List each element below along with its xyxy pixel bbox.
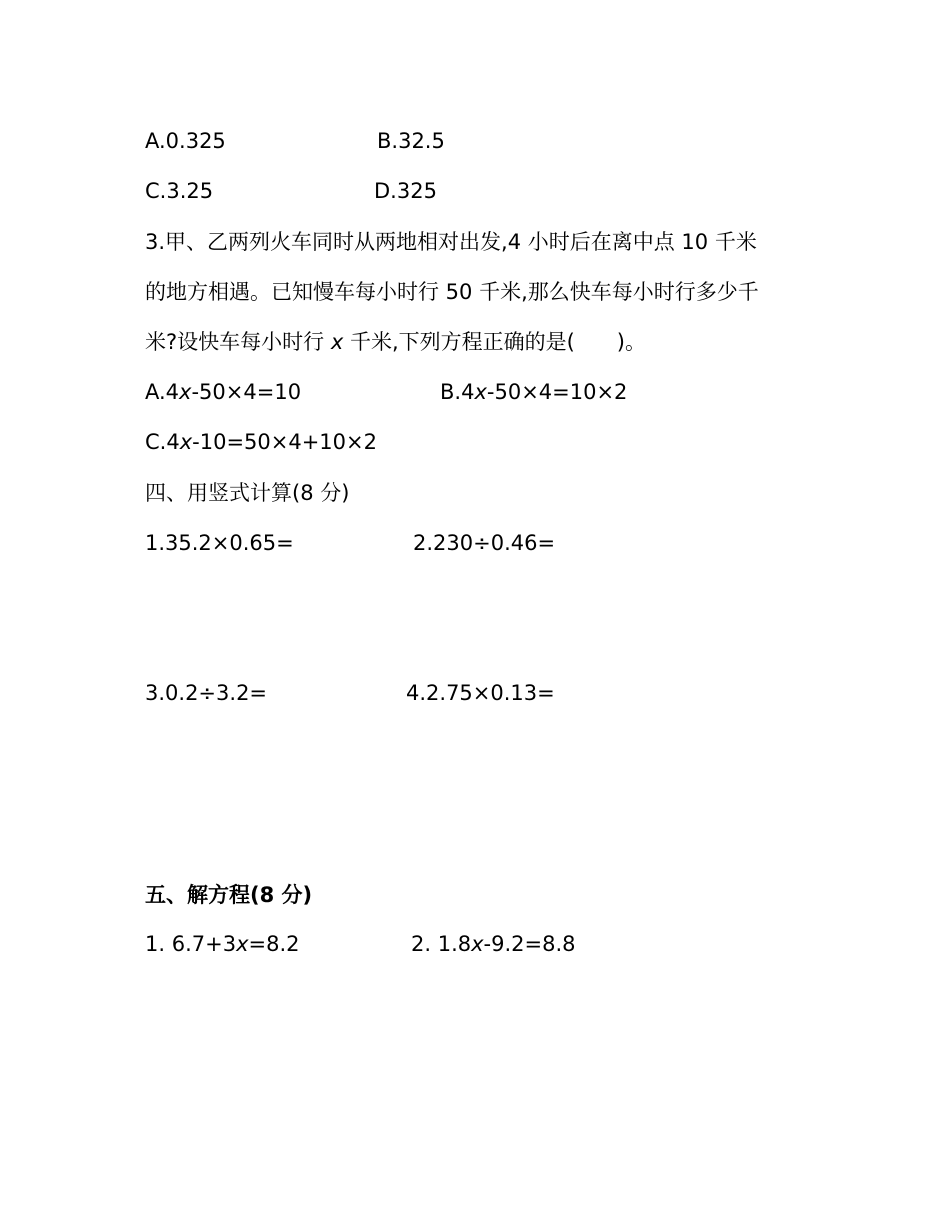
calc-problem-4: 4.2.75×0.13=: [406, 681, 555, 705]
variable-x: x: [471, 932, 484, 956]
q3-line3-start: 米?设快车每小时行: [145, 330, 331, 354]
q3-option-a-post: -50×4=10: [191, 380, 302, 404]
equation-2-pre: 2. 1.8: [411, 932, 472, 956]
calc-problem-1: 1.35.2×0.65=: [145, 531, 294, 555]
q3-text-line-1: 3.甲、乙两列火车同时从两地相对出发,4 小时后在离中点 10 千米: [145, 230, 757, 254]
variable-x: x: [179, 430, 193, 454]
variable-x: x: [179, 380, 192, 404]
section-4-heading: 四、用竖式计算(8 分): [145, 481, 350, 505]
equation-1-pre: 1. 6.7+3: [145, 932, 237, 956]
q3-option-a: [145, 377, 301, 407]
q2-option-a: A.0.325: [145, 129, 226, 153]
calc-problem-3: 3.0.2÷3.2=: [145, 681, 268, 705]
q3-option-c: [145, 427, 377, 457]
variable-x: x: [236, 932, 249, 956]
equation-2: [411, 929, 576, 959]
section-5-heading: 五、解方程(8 分): [145, 883, 313, 907]
q2-option-c: C.3.25: [145, 179, 214, 203]
q3-option-c-post: -10=50×4+10×2: [192, 430, 377, 454]
variable-x: x: [474, 380, 487, 404]
calc-problem-2: 2.230÷0.46=: [413, 531, 556, 555]
q3-option-b: [440, 377, 627, 407]
equation-1-post: =8.2: [248, 932, 300, 956]
q3-line3-end: 千米,下列方程正确的是( )。: [343, 330, 647, 354]
equation-2-post: -9.2=8.8: [483, 932, 576, 956]
q3-option-c-pre: C.4: [145, 430, 180, 454]
variable-x: x: [330, 330, 344, 354]
q3-text-line-2: 的地方相遇。已知慢车每小时行 50 千米,那么快车每小时行多少千: [145, 280, 759, 304]
q3-text-line-3: [145, 327, 646, 357]
q3-option-a-pre: A.4: [145, 380, 180, 404]
q2-option-b: B.32.5: [377, 129, 445, 153]
equation-1: [145, 929, 300, 959]
q3-option-b-post: -50×4=10×2: [486, 380, 628, 404]
q3-option-b-pre: B.4: [440, 380, 475, 404]
q2-option-d: D.325: [374, 179, 437, 203]
